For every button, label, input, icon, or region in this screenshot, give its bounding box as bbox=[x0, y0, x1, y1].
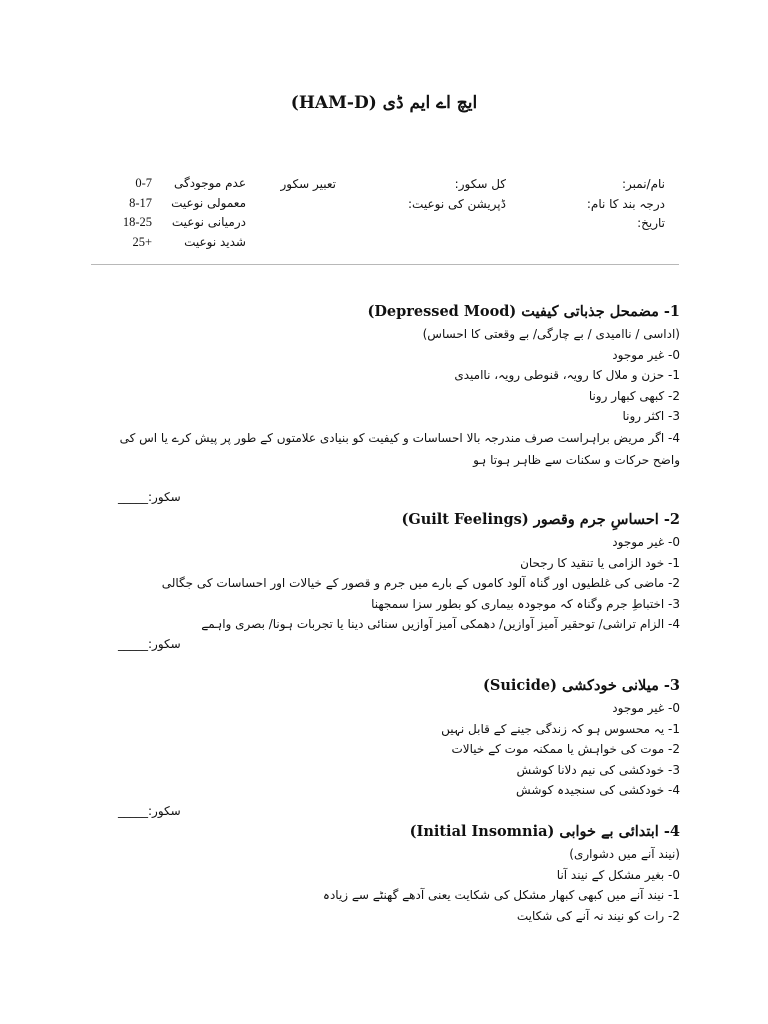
section-line: 0- غیر موجود bbox=[612, 701, 680, 715]
header-divider bbox=[91, 264, 679, 265]
header-field-group-score bbox=[366, 174, 506, 213]
section-line: 3- اختباطِ جرم وگناہ کہ موجودہ بیماری کو بطور سزا سمجھنا bbox=[371, 596, 680, 611]
section-line: 1- خود الزامی یا تنقید کا رجحان bbox=[520, 555, 680, 570]
section-initial-insomnia bbox=[80, 820, 680, 926]
name-field-label: نام/نمبر: bbox=[621, 177, 665, 191]
rater-field-label: درجہ بند کا نام: bbox=[586, 196, 665, 211]
section-line: 2- ماضی کی غلطیوں اور گناہ آلود کاموں کے بارے میں جرم و قصور کے خیالات اور احساسات کی جگالی bbox=[161, 576, 680, 590]
section-title: 1- مضمحل جذباتی کیفیت (Depressed Mood) bbox=[367, 303, 680, 320]
severity-names bbox=[160, 174, 246, 252]
severity-range: 8-17 bbox=[129, 195, 152, 210]
severity-name: شدید نوعیت bbox=[184, 234, 246, 249]
date-field-label: تاریخ: bbox=[637, 216, 665, 230]
section-line: 3- اکثر رونا bbox=[622, 409, 680, 423]
section-line: 1- یہ محسوس ہو کہ زندگی جینے کے قابل نہیں bbox=[441, 721, 680, 736]
section-title: 2- احساسِ جرم وقصور (Guilt Feelings) bbox=[401, 511, 680, 528]
section-line: 2- کبھی کبھار رونا bbox=[588, 388, 680, 403]
section-line: 1- نیند آنے میں کبھی کبھار مشکل کی شکایت یعنی آدھے گھنٹے سے زیادہ bbox=[322, 888, 680, 902]
section-line: 2- موت کی خواہش یا ممکنہ موت کے خیالات bbox=[451, 742, 680, 756]
section-guilt-feelings bbox=[80, 508, 680, 635]
document-title: ایچ اے ایم ڈی (HAM-D) bbox=[290, 93, 478, 113]
total-score-label: کل سکور: bbox=[454, 177, 506, 191]
interpretation-score-label: تعبیر سکور bbox=[280, 177, 336, 191]
section-line: (نیند آنے میں دشواری) bbox=[569, 847, 680, 861]
severity-ranges bbox=[112, 174, 152, 252]
severity-range: 25+ bbox=[132, 234, 152, 249]
section-title: 3- میلانی خودکشی (Suicide) bbox=[483, 677, 680, 694]
severity-name: معمولی نوعیت bbox=[171, 195, 246, 210]
section-line: 3- خودکشی کی نیم دلانا کوشش bbox=[516, 762, 680, 777]
section-line: (اداسی / ناامیدی / بے چارگی/ بے وقعتی کا احساس) bbox=[422, 327, 680, 341]
severity-name: عدم موجودگی bbox=[173, 176, 246, 190]
section-line: 4- خودکشی کی سنجیدہ کوشش bbox=[516, 783, 680, 797]
section-line: 4- الزام تراشی/ توحقیر آمیز آوازیں/ دھمکی آمیز آوازیں سنائی دینا یا تجربات ہونا/ بصری واہمے bbox=[201, 617, 680, 631]
severity-range: 18-25 bbox=[122, 215, 152, 229]
section-line: 0- بغیر مشکل کے نیند آنا bbox=[556, 867, 680, 882]
section-line: 0- غیر موجود bbox=[612, 347, 680, 362]
severity-name: درمیانی نوعیت bbox=[171, 215, 246, 229]
depression-type-label: ڈپریشن کی نوعیت: bbox=[408, 196, 506, 211]
section-line: 1- حزن و ملال کا رویہ، قنوطی رویہ، ناامیدی bbox=[454, 368, 680, 382]
score-field[interactable]: سکور:_____ bbox=[118, 490, 181, 504]
section-suicide bbox=[80, 674, 680, 801]
score-field[interactable]: سکور:_____ bbox=[118, 637, 181, 651]
section-line: 2- رات کو نیند نہ آنے کی شکایت bbox=[516, 908, 680, 923]
severity-range: 0-7 bbox=[135, 176, 152, 190]
header-interpretation bbox=[236, 174, 336, 194]
section-title: 4- ابتدائی بے خوابی (Initial Insomnia) bbox=[409, 823, 680, 840]
score-field[interactable]: سکور:_____ bbox=[118, 804, 181, 818]
section-depressed-mood bbox=[80, 300, 680, 471]
section-line: 0- غیر موجود bbox=[612, 535, 680, 549]
header-field-group-name bbox=[535, 174, 665, 233]
section-line: 4- اگر مریض براہراست صرف مندرجہ بالا احساسات و کیفیت کو بنیادی علامتوں کے طور پر پیش کرے یا اس کی واضح حرکات و سکنات سے ظاہر ہوتا ہو bbox=[119, 430, 680, 467]
